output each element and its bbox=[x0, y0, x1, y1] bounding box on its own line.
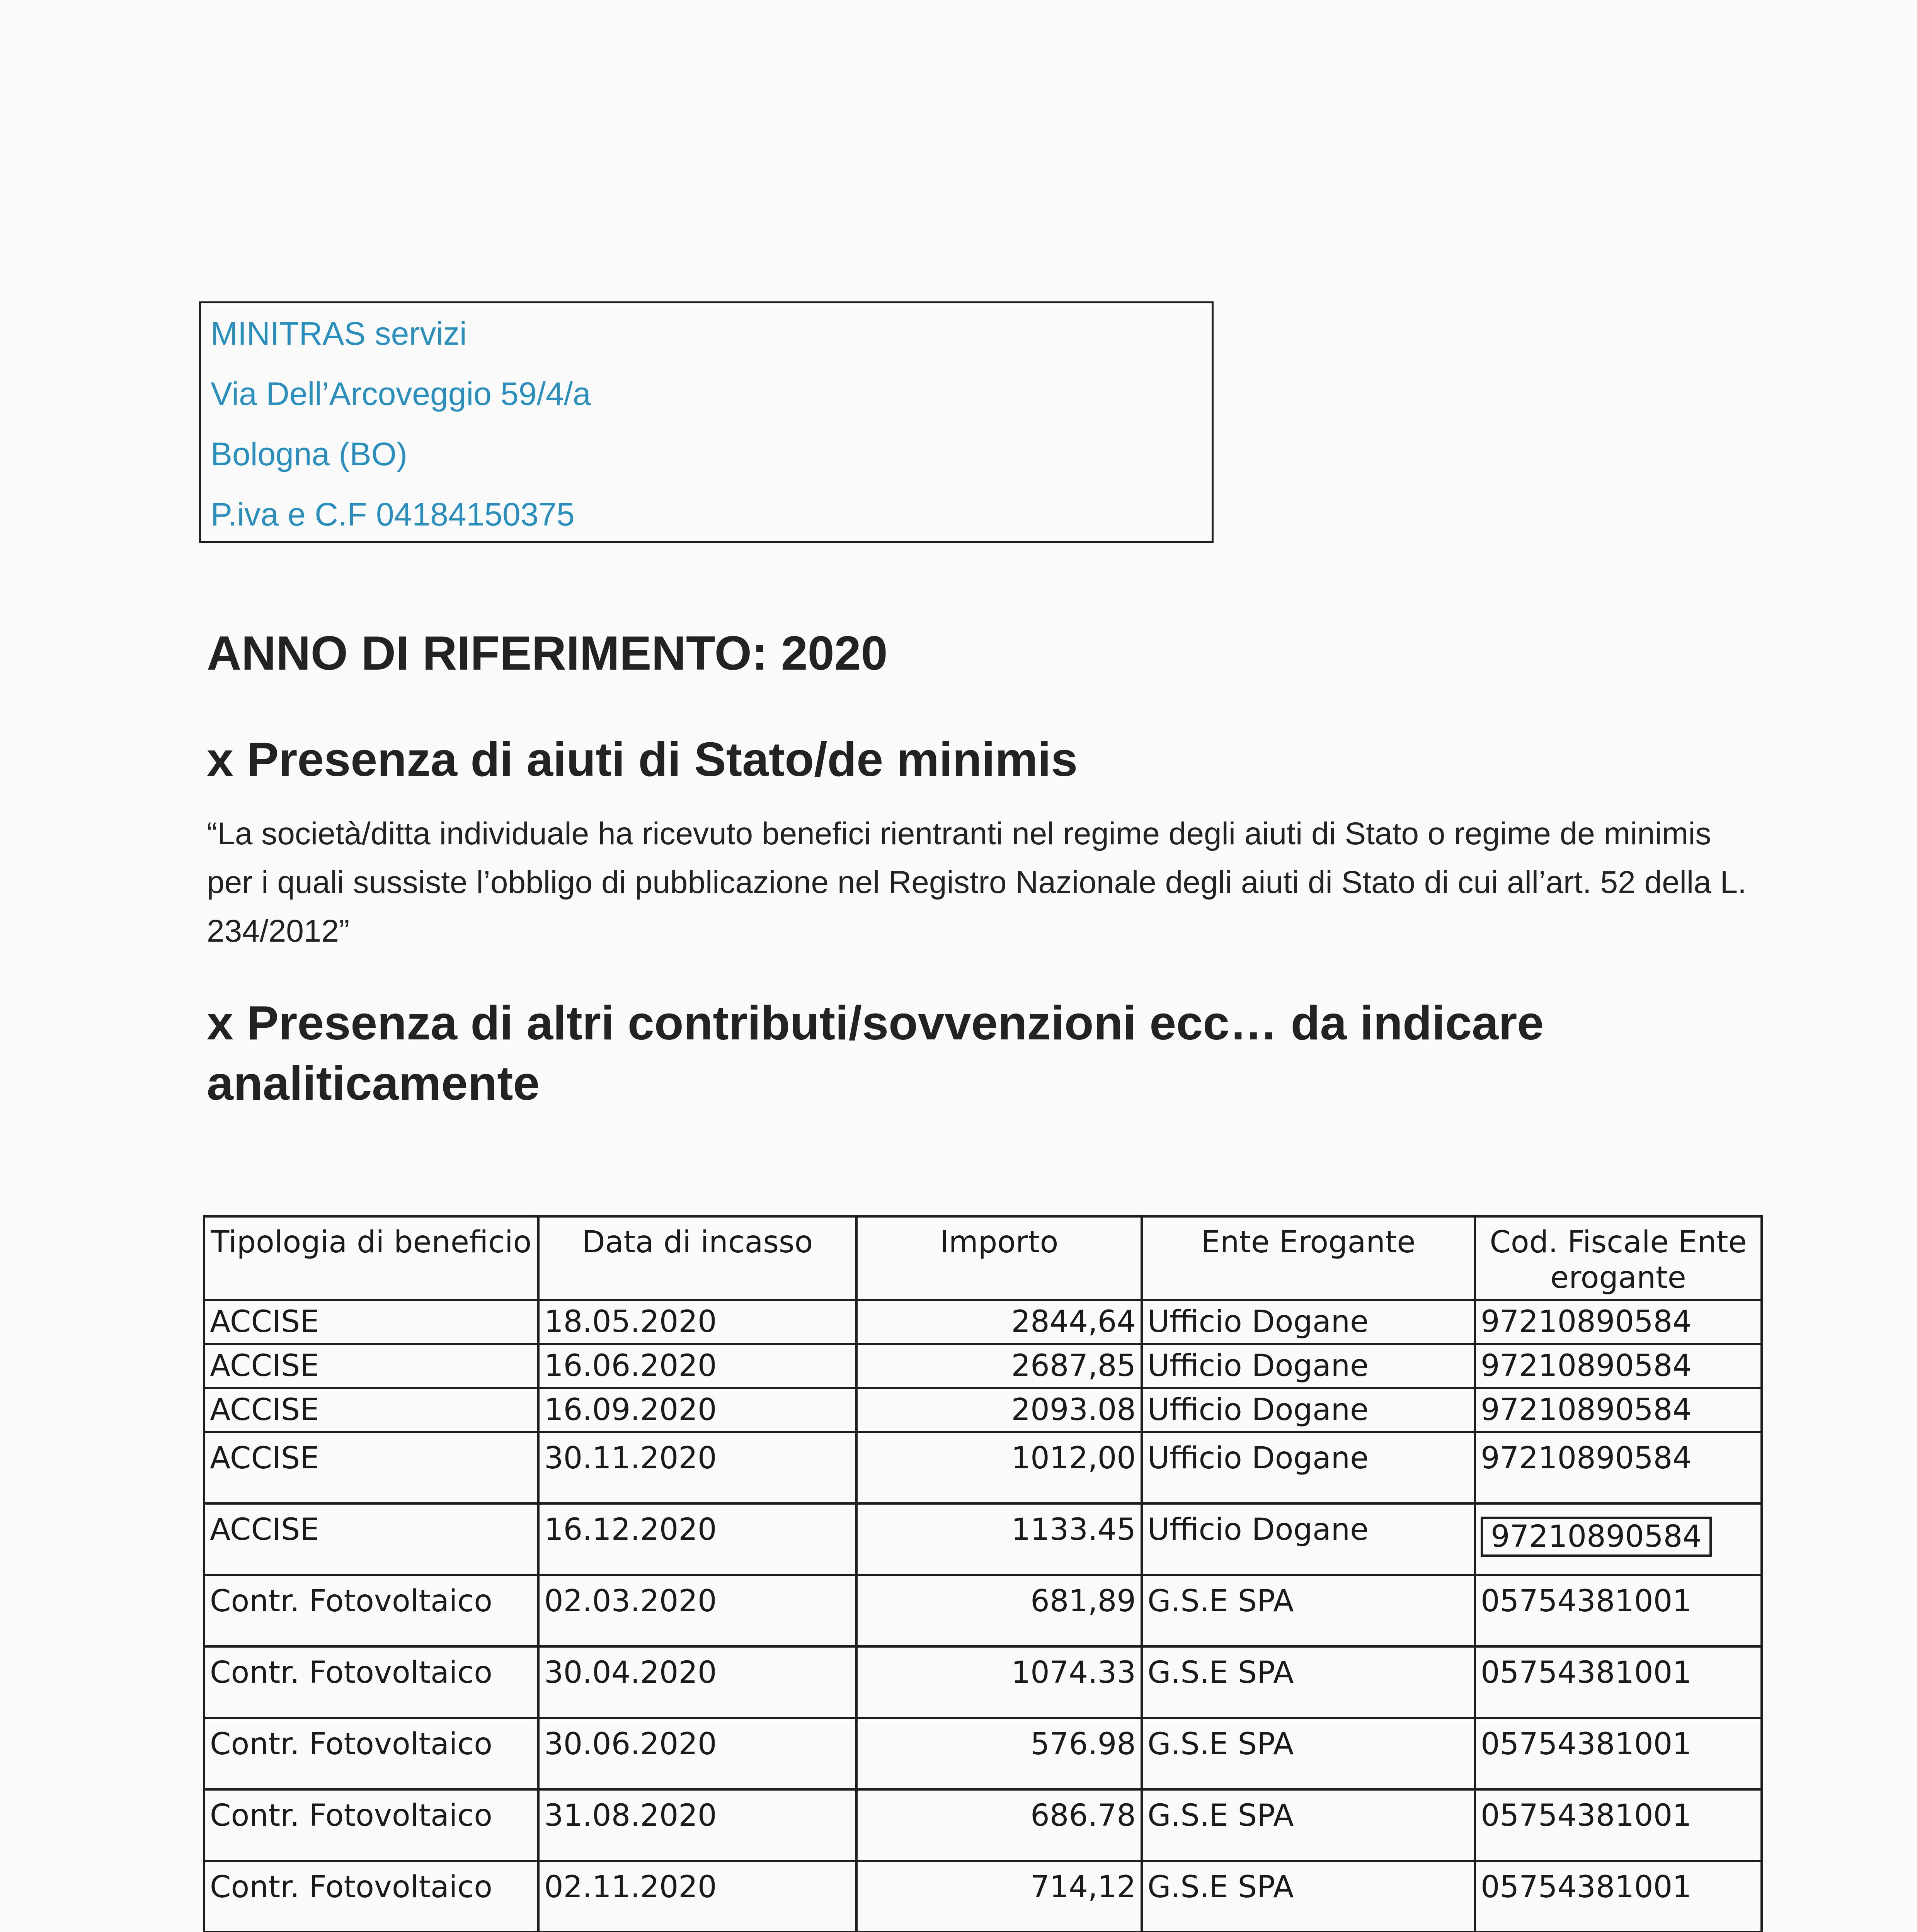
reference-year-heading: ANNO DI RIFERIMENTO: 2020 bbox=[207, 627, 888, 680]
company-box bbox=[199, 301, 1214, 543]
table-row bbox=[204, 1503, 1762, 1575]
cell-issuing-body: Ufficio Dogane bbox=[1142, 1300, 1475, 1344]
cell-amount: 2687,85 bbox=[856, 1344, 1142, 1388]
company-address: Via Dell’Arcoveggio 59/4/a bbox=[211, 376, 591, 412]
cell-receipt-date: 16.06.2020 bbox=[538, 1344, 856, 1388]
cell-benefit-type: Contr. Fotovoltaico bbox=[204, 1575, 538, 1646]
header-receipt-date: Data di incasso bbox=[538, 1216, 856, 1300]
cell-issuer-tax-code: 05754381001 bbox=[1475, 1646, 1762, 1718]
cell-issuing-body: G.S.E SPA bbox=[1142, 1861, 1475, 1932]
cell-receipt-date: 02.03.2020 bbox=[538, 1575, 856, 1646]
table-row bbox=[204, 1575, 1762, 1646]
cell-amount: 686.78 bbox=[856, 1789, 1142, 1861]
table-row bbox=[204, 1432, 1762, 1503]
cell-issuing-body: G.S.E SPA bbox=[1142, 1575, 1475, 1646]
cell-benefit-type: Contr. Fotovoltaico bbox=[204, 1861, 538, 1932]
cell-issuer-tax-code: 97210890584 bbox=[1475, 1300, 1762, 1344]
cell-issuing-body: Ufficio Dogane bbox=[1142, 1344, 1475, 1388]
cell-issuing-body: G.S.E SPA bbox=[1142, 1789, 1475, 1861]
cell-amount: 1074.33 bbox=[856, 1646, 1142, 1718]
cell-amount: 576.98 bbox=[856, 1718, 1142, 1789]
cell-receipt-date: 16.09.2020 bbox=[538, 1388, 856, 1432]
table-row bbox=[204, 1388, 1762, 1432]
table-row bbox=[204, 1718, 1762, 1789]
cell-issuing-body: Ufficio Dogane bbox=[1142, 1388, 1475, 1432]
company-name: MINITRAS servizi bbox=[211, 315, 467, 352]
cell-benefit-type: Contr. Fotovoltaico bbox=[204, 1789, 538, 1861]
header-issuing-body: Ente Erogante bbox=[1142, 1216, 1475, 1300]
company-city: Bologna (BO) bbox=[211, 436, 407, 472]
cell-receipt-date: 16.12.2020 bbox=[538, 1503, 856, 1575]
cell-benefit-type: ACCISE bbox=[204, 1344, 538, 1388]
cell-receipt-date: 30.06.2020 bbox=[538, 1718, 856, 1789]
company-tax-id: P.iva e C.F 04184150375 bbox=[211, 496, 575, 532]
cell-issuer-tax-code: 97210890584 bbox=[1475, 1432, 1762, 1503]
cell-issuer-tax-code: 05754381001 bbox=[1475, 1718, 1762, 1789]
table-row bbox=[204, 1789, 1762, 1861]
cell-amount: 2844,64 bbox=[856, 1300, 1142, 1344]
benefits-table bbox=[203, 1215, 1763, 1932]
cell-issuer-tax-code: 97210890584 bbox=[1475, 1344, 1762, 1388]
cell-amount: 681,89 bbox=[856, 1575, 1142, 1646]
cell-receipt-date: 18.05.2020 bbox=[538, 1300, 856, 1344]
header-issuer-tax-code: Cod. Fiscale Ente erogante bbox=[1475, 1216, 1762, 1300]
cell-issuing-body: G.S.E SPA bbox=[1142, 1646, 1475, 1718]
cell-benefit-type: ACCISE bbox=[204, 1300, 538, 1344]
cell-issuer-tax-code-boxed bbox=[1475, 1503, 1762, 1575]
cell-issuer-tax-code: 97210890584 bbox=[1475, 1388, 1762, 1432]
cell-receipt-date: 30.11.2020 bbox=[538, 1432, 856, 1503]
cell-benefit-type: ACCISE bbox=[204, 1432, 538, 1503]
cell-amount: 1133.45 bbox=[856, 1503, 1142, 1575]
cell-receipt-date: 31.08.2020 bbox=[538, 1789, 856, 1861]
cell-benefit-type: Contr. Fotovoltaico bbox=[204, 1718, 538, 1789]
cell-issuer-tax-code: 05754381001 bbox=[1475, 1861, 1762, 1932]
other-contributions-heading: x Presenza di altri contributi/sovvenzioni ecc… da indicare analiticamente bbox=[207, 997, 1544, 1110]
cell-issuing-body: Ufficio Dogane bbox=[1142, 1503, 1475, 1575]
cell-issuer-tax-code: 05754381001 bbox=[1475, 1575, 1762, 1646]
table-row bbox=[204, 1646, 1762, 1718]
header-benefit-type: Tipologia di beneficio bbox=[204, 1216, 538, 1300]
table-row bbox=[204, 1344, 1762, 1388]
cell-amount: 1012,00 bbox=[856, 1432, 1142, 1503]
boxed-tax-code: 97210890584 bbox=[1481, 1517, 1712, 1557]
cell-amount: 2093.08 bbox=[856, 1388, 1142, 1432]
cell-issuer-tax-code: 05754381001 bbox=[1475, 1789, 1762, 1861]
cell-issuing-body: Ufficio Dogane bbox=[1142, 1432, 1475, 1503]
table-header-row bbox=[204, 1216, 1762, 1300]
state-aid-heading: x Presenza di aiuti di Stato/de minimis bbox=[207, 733, 1078, 786]
cell-benefit-type: ACCISE bbox=[204, 1388, 538, 1432]
cell-issuing-body: G.S.E SPA bbox=[1142, 1718, 1475, 1789]
cell-benefit-type: ACCISE bbox=[204, 1503, 538, 1575]
cell-receipt-date: 30.04.2020 bbox=[538, 1646, 856, 1718]
cell-benefit-type: Contr. Fotovoltaico bbox=[204, 1646, 538, 1718]
cell-amount: 714,12 bbox=[856, 1861, 1142, 1932]
table-row bbox=[204, 1861, 1762, 1932]
state-aid-statement: “La società/ditta individuale ha ricevuto benefici rientranti nel regime degli aiuti di Stato o regime de minimis per i quali sussiste l’obbligo di pubblicazione nel Registro Nazionale degli aiuti di Stato di cui all’art. 52 della L. 234/2012” bbox=[207, 816, 1747, 949]
table-row bbox=[204, 1300, 1762, 1344]
cell-receipt-date: 02.11.2020 bbox=[538, 1861, 856, 1932]
header-amount: Importo bbox=[856, 1216, 1142, 1300]
